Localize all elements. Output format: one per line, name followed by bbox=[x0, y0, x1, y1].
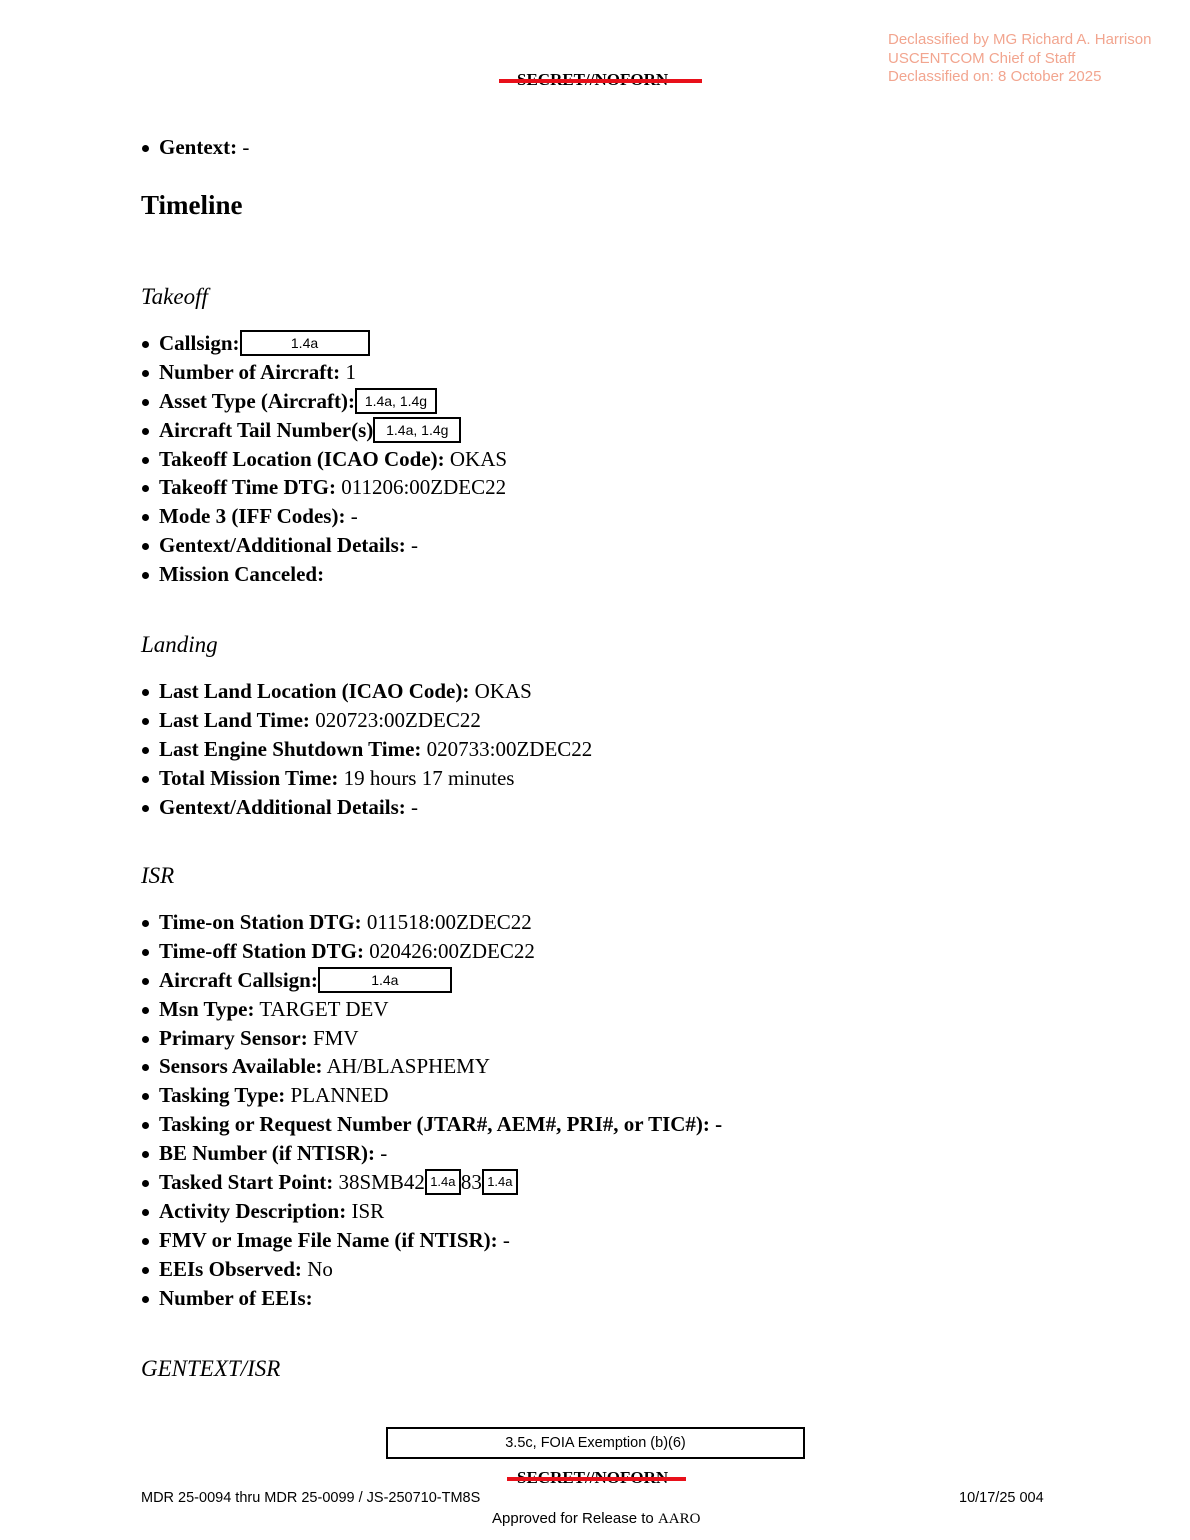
redaction-box: 1.4a, 1.4g bbox=[373, 417, 461, 443]
list-item: Tasked Start Point: 38SMB42 1.4a 83 1.4a bbox=[141, 1168, 722, 1197]
list-item: Tasking Type: PLANNED bbox=[141, 1081, 722, 1110]
footer-redaction-box: 3.5c, FOIA Exemption (b)(6) bbox=[386, 1427, 805, 1459]
redaction-box: 1.4a, 1.4g bbox=[355, 388, 437, 414]
list-item: Asset Type (Aircraft): 1.4a, 1.4g bbox=[141, 387, 507, 416]
takeoff-heading: Takeoff bbox=[141, 284, 208, 309]
strikethrough-line bbox=[507, 1477, 686, 1481]
list-item: Number of EEIs: bbox=[141, 1284, 722, 1313]
gentext-isr-heading: GENTEXT/ISR bbox=[141, 1356, 281, 1381]
landing-heading: Landing bbox=[141, 632, 218, 657]
list-item: Mode 3 (IFF Codes): - bbox=[141, 502, 507, 531]
classification-marking-top bbox=[517, 70, 668, 90]
footer-date-page: 10/17/25 004 bbox=[959, 1490, 1044, 1506]
list-item: Gentext/Additional Details: - bbox=[141, 531, 507, 560]
declassification-stamp bbox=[888, 31, 1151, 87]
list-item: Sensors Available: AH/BLASPHEMY bbox=[141, 1052, 722, 1081]
list-item: Callsign: 1.4a bbox=[141, 329, 507, 358]
list-item: Takeoff Location (ICAO Code): OKAS bbox=[141, 445, 507, 474]
section-title: Timeline bbox=[141, 190, 243, 220]
list-item: EEIs Observed: No bbox=[141, 1255, 722, 1284]
list-item: Number of Aircraft: 1 bbox=[141, 358, 507, 387]
redaction-box: 1.4a bbox=[318, 967, 452, 993]
list-item: Msn Type: TARGET DEV bbox=[141, 995, 722, 1024]
landing-list bbox=[141, 677, 592, 821]
list-item: BE Number (if NTISR): - bbox=[141, 1139, 722, 1168]
list-item: Total Mission Time: 19 hours 17 minutes bbox=[141, 764, 592, 793]
redaction-box: 1.4a bbox=[425, 1169, 461, 1195]
classification-marking-bottom bbox=[517, 1468, 668, 1488]
isr-heading: ISR bbox=[141, 863, 175, 888]
list-item: Primary Sensor: FMV bbox=[141, 1024, 722, 1053]
list-item: Gentext: - bbox=[141, 133, 249, 162]
list-item: Tasking or Request Number (JTAR#, AEM#, PRI#, or TIC#): - bbox=[141, 1110, 722, 1139]
approved-for-release: Approved for Release to AARO bbox=[492, 1510, 701, 1527]
declass-line-3: Declassified on: 8 October 2025 bbox=[888, 68, 1102, 85]
list-item: Activity Description: ISR bbox=[141, 1197, 722, 1226]
footer-document-id: MDR 25-0094 thru MDR 25-0099 / JS-250710-TM8S bbox=[141, 1490, 481, 1506]
redaction-box: 1.4a bbox=[482, 1169, 518, 1195]
list-item: Time-on Station DTG: 011518:00ZDEC22 bbox=[141, 908, 722, 937]
takeoff-list bbox=[141, 329, 507, 589]
declass-line-1: Declassified by MG Richard A. Harrison bbox=[888, 31, 1152, 48]
declass-line-2: USCENTCOM Chief of Staff bbox=[888, 49, 1076, 67]
redaction-box: 1.4a bbox=[240, 330, 370, 356]
list-item: Gentext/Additional Details: - bbox=[141, 793, 592, 822]
list-item: Takeoff Time DTG: 011206:00ZDEC22 bbox=[141, 473, 507, 502]
list-item: Last Land Location (ICAO Code): OKAS bbox=[141, 677, 592, 706]
list-item: Last Land Time: 020723:00ZDEC22 bbox=[141, 706, 592, 735]
list-item: Mission Canceled: bbox=[141, 560, 507, 589]
intro-list bbox=[141, 133, 249, 162]
list-item: Aircraft Callsign: 1.4a bbox=[141, 966, 722, 995]
list-item: Time-off Station DTG: 020426:00ZDEC22 bbox=[141, 937, 722, 966]
isr-list bbox=[141, 908, 722, 1312]
list-item: FMV or Image File Name (if NTISR): - bbox=[141, 1226, 722, 1255]
strikethrough-line bbox=[499, 79, 702, 83]
list-item: Aircraft Tail Number(s) 1.4a, 1.4g bbox=[141, 416, 507, 445]
list-item: Last Engine Shutdown Time: 020733:00ZDEC22 bbox=[141, 735, 592, 764]
